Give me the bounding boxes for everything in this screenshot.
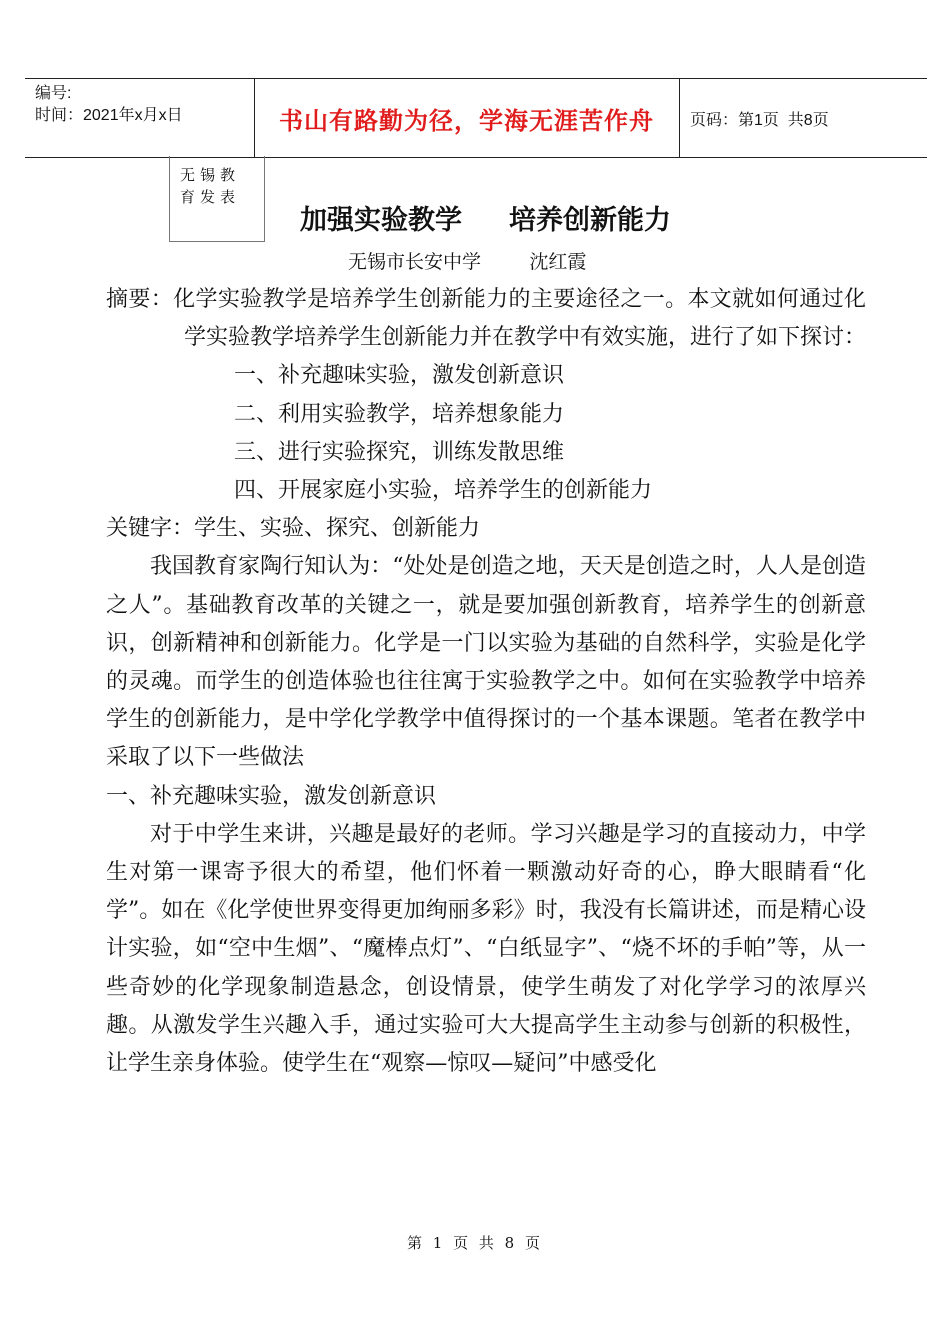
header-divider: [679, 79, 680, 157]
header-meta: [35, 83, 183, 127]
section-heading: 一、补充趣味实验，激发创新意识: [106, 783, 437, 809]
motto: 书山有路勤为径，学海无涯苦作舟: [279, 106, 654, 135]
abstract-point: 二、利用实验教学，培养想象能力: [234, 401, 565, 427]
publication-box: 无锡教育发表: [169, 156, 265, 242]
number-label: 编号:: [35, 85, 72, 102]
abstract-point: 一、补充趣味实验，激发创新意识: [234, 363, 565, 389]
article-title: 加强实验教学 培养创新能力: [300, 205, 671, 236]
abstract-point: 四、开展家庭小实验，培养学生的创新能力: [234, 478, 653, 504]
page-footer: 第 1 页 共 8 页: [407, 1234, 543, 1252]
article-author: 无锡市长安中学 沈红霞: [348, 251, 587, 273]
paragraph: 对于中学生来讲，兴趣是最好的老师。学习兴趣是学习的直接动力，中学生对第一课寄予很大的希望，他们怀着一颗激动好奇的心，睁大眼睛看“化学”。如在《化学使世界变得更加绚丽多彩》时，我没有长篇讲述，而是精心设计实验，如“空中生烟”、“魔棒点灯”、“白纸显字”、“烧不坏的手帕”等，从一些奇妙的化学现象制造悬念，创设情景，使学生萌发了对化学学习的浓厚兴趣。从激发学生兴趣入手，通过实验可大大提高学生主动参与创新的积极性，让学生亲身体验。使学生在“观察—惊叹—疑问”中感受化: [106, 821, 866, 1077]
article-body: [106, 281, 866, 1083]
keywords: 关键字：学生、实验、探究、创新能力: [106, 516, 481, 542]
time-label: 时间：2021年x月x日: [35, 107, 183, 124]
abstract: 摘要：化学实验教学是培养学生创新能力的主要途径之一。本文就如何通过化学实验教学培养学生创新能力并在教学中有效实施，进行了如下探讨：: [106, 287, 867, 351]
abstract-point: 三、进行实验探究，训练发散思维: [234, 439, 565, 465]
page-info: 页码：第1页 共8页: [690, 112, 829, 129]
header-table: [25, 78, 927, 158]
paragraph: 我国教育家陶行知认为：“处处是创造之地，天天是创造之时，人人是创造之人”。基础教育改革的关键之一，就是要加强创新教育，培养学生的创新意识，创新精神和创新能力。化学是一门以实验为基础的自然科学，实验是化学的灵魂。而学生的创造体验也往往寓于实验教学之中。如何在实验教学中培养学生的创新能力，是中学化学教学中值得探讨的一个基本课题。笔者在教学中采取了以下一些做法: [106, 554, 866, 771]
